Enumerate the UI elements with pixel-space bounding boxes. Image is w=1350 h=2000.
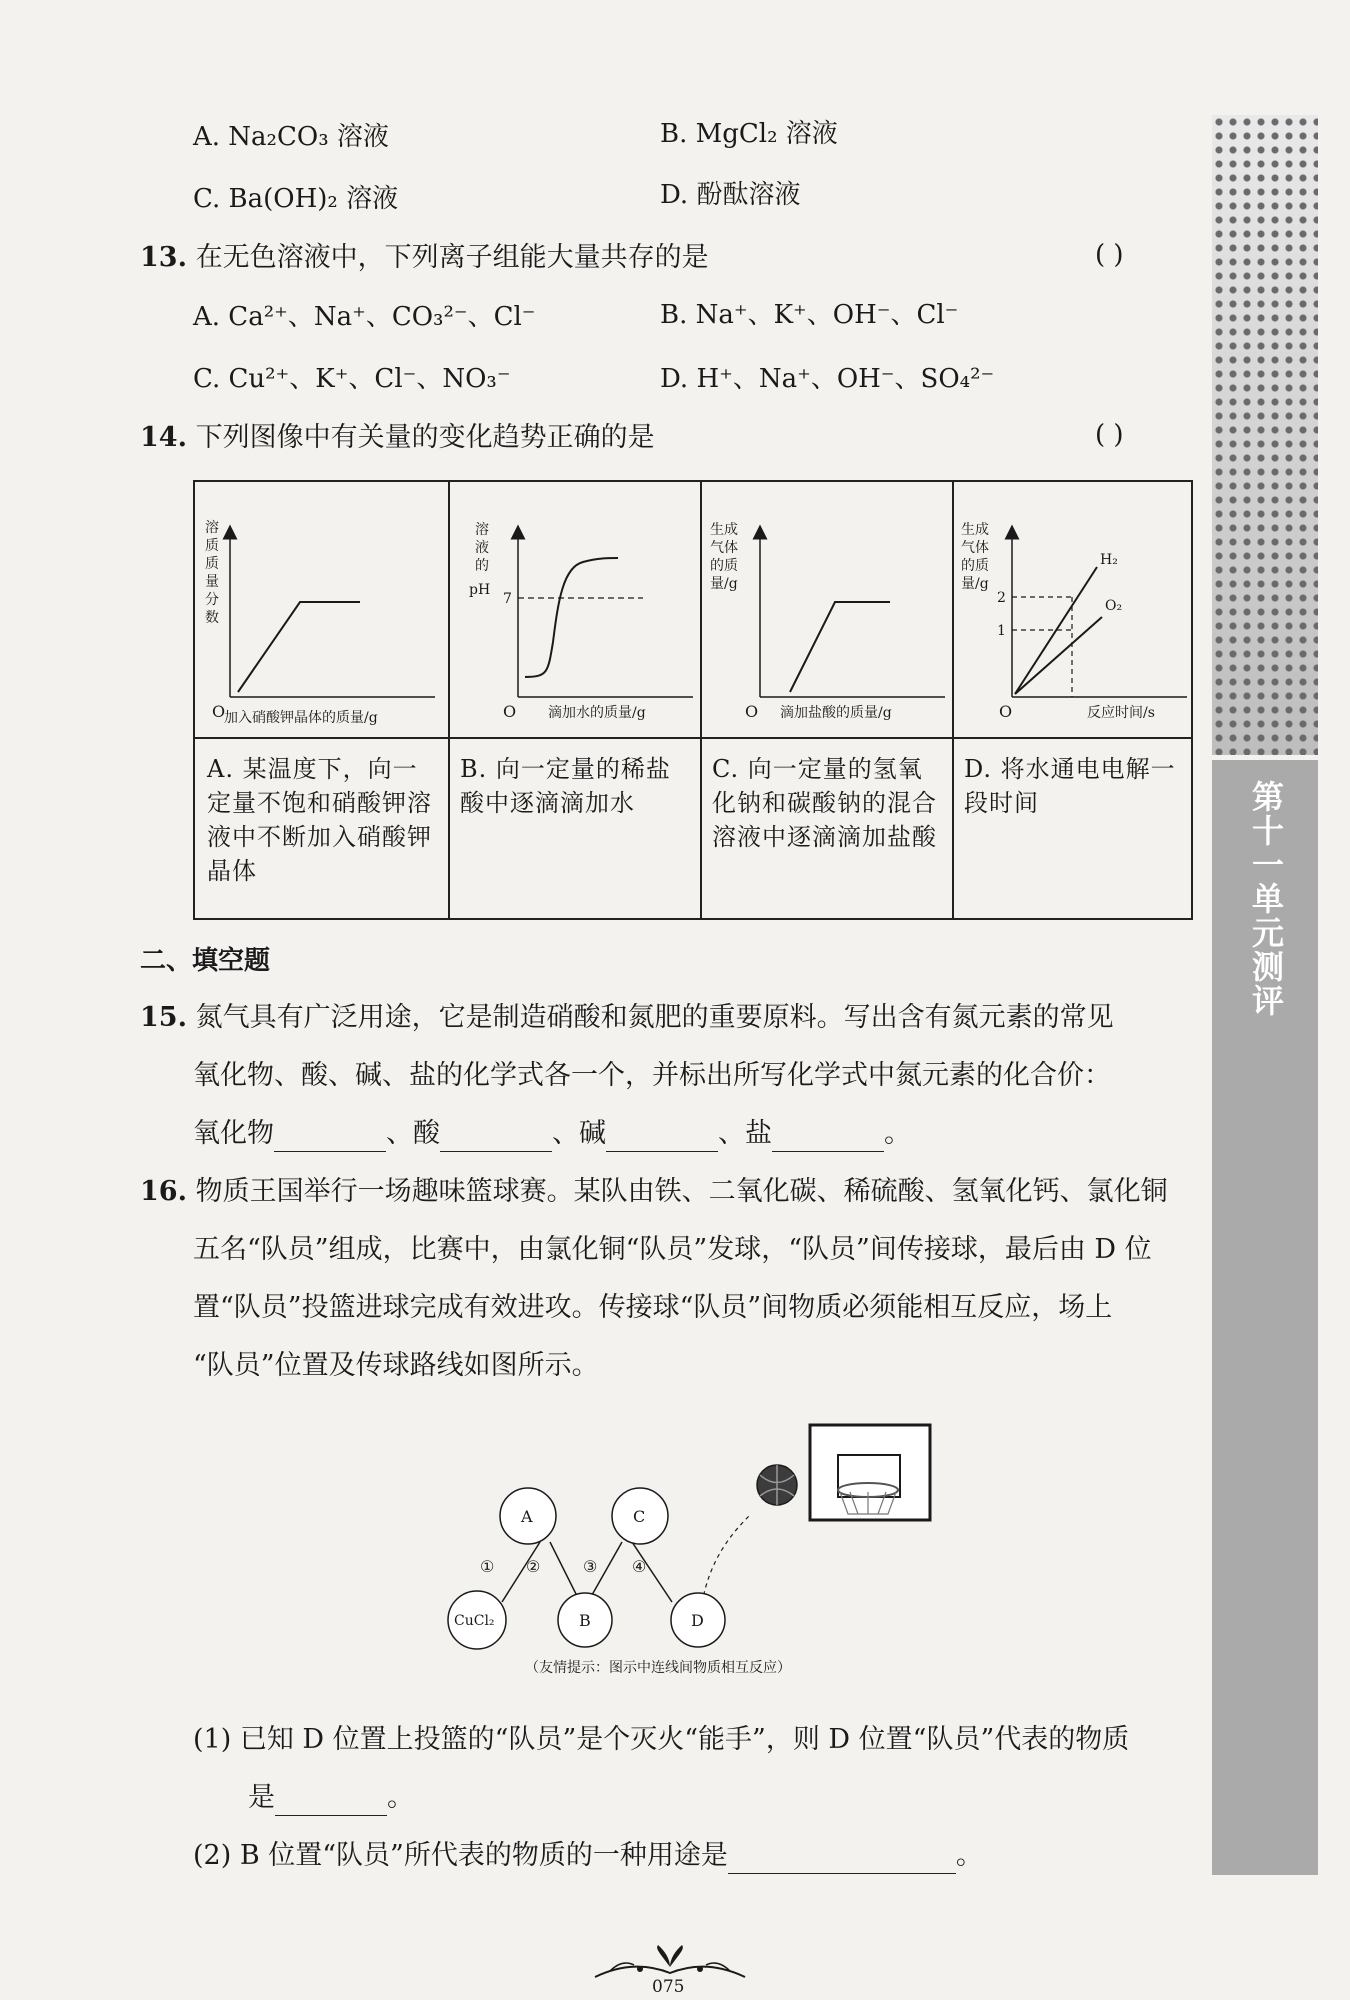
- graph-d-h2-label: H₂: [1100, 552, 1118, 568]
- graph-d-origin: O: [999, 702, 1013, 721]
- q16-sub2-suffix: 。: [955, 1840, 983, 1871]
- node-a-label: A: [521, 1507, 533, 1526]
- q13-stem-line: [140, 240, 709, 276]
- graph-d-h2-line: [1015, 567, 1097, 694]
- q16-line-4: “队员”位置及传球路线如图所示。: [193, 1350, 599, 1381]
- node-d-label: D: [691, 1611, 704, 1630]
- table-divider: [700, 482, 702, 918]
- q15-blank-acid[interactable]: [440, 1123, 552, 1152]
- q16-text-1: 物质王国举行一场趣味篮球赛。某队由铁、二氧化碳、稀硫酸、氢氧化钙、氯化铜: [195, 1176, 1168, 1207]
- graph-d-xlabel: 反应时间/s: [1087, 705, 1155, 721]
- q14-stem: 下列图像中有关量的变化趋势正确的是: [195, 422, 655, 453]
- q15-blank-base[interactable]: [606, 1123, 718, 1152]
- q14-stem-line: [140, 420, 655, 456]
- q12-option-b: B. MgCl₂ 溶液: [660, 119, 838, 149]
- edge-label-3: ③: [583, 1557, 598, 1576]
- graph-b-xlabel: 滴加水的质量/g: [548, 705, 646, 721]
- q12-option-c: C. Ba(OH)₂ 溶液: [193, 184, 399, 214]
- graph-a-ylabel: 溶 质 质 量 分 数: [205, 520, 219, 626]
- q15-line-1: [140, 1000, 1114, 1036]
- q16-sub1-blank[interactable]: [275, 1787, 387, 1816]
- q15-label-base: 、碱: [552, 1118, 606, 1149]
- edge-label-2: ②: [526, 1557, 541, 1576]
- graph-a-origin: O: [212, 702, 226, 721]
- edge-label-1: ①: [480, 1557, 495, 1576]
- graph-c-xlabel: 滴加盐酸的质量/g: [780, 705, 892, 721]
- side-tab-label: 第十一单元测评: [1247, 780, 1285, 1018]
- table-divider: [195, 737, 1191, 739]
- graph-c-origin: O: [745, 702, 759, 721]
- q16-line-1: [140, 1174, 1168, 1210]
- graph-d-ylabel: 生成 气体 的质 量/g: [961, 522, 989, 592]
- graph-b-curve: [525, 558, 618, 677]
- q14-number: 14.: [140, 422, 187, 453]
- graph-a-curve: [238, 602, 360, 692]
- basketball-icon: [757, 1465, 797, 1505]
- q15-label-acid: 、酸: [386, 1118, 440, 1149]
- q15-number: 15.: [140, 1002, 187, 1033]
- graph-b-origin: O: [503, 702, 517, 721]
- q13-answer-paren[interactable]: ( ): [1095, 240, 1124, 270]
- q12-option-d: D. 酚酞溶液: [660, 180, 801, 210]
- q16-line-2: 五名“队员”组成，比赛中，由氯化铜“队员”发球，“队员”间传接球，最后由 D 位: [193, 1234, 1152, 1265]
- graph-d-o2-label: O₂: [1105, 598, 1123, 614]
- q16-sub1-line-1: (1) 已知 D 位置上投篮的“队员”是个灭火“能手”，则 D 位置“队员”代表的物质: [193, 1724, 1130, 1755]
- q15-period: 。: [884, 1118, 911, 1149]
- q13-option-a: A. Ca²⁺、Na⁺、CO₃²⁻、Cl⁻: [193, 302, 536, 332]
- q15-label-salt: 、盐: [718, 1118, 772, 1149]
- q13-option-d: D. H⁺、Na⁺、OH⁻、SO₄²⁻: [660, 364, 995, 394]
- graph-c: [705, 492, 950, 732]
- q14-desc-c: C. 向一定量的氢氧化钠和碳酸钠的混合溶液中逐滴滴加盐酸: [712, 755, 937, 851]
- graph-d-tick-2: 2: [997, 590, 1006, 606]
- node-c-label: C: [633, 1507, 646, 1526]
- graph-b-ylabel: 溶 液 的 pH: [469, 522, 491, 598]
- q15-line-2: 氧化物、酸、碱、盐的化学式各一个，并标出所写化学式中氮元素的化合价：: [193, 1060, 1111, 1091]
- diagram-hint: （友情提示：图示中连线间物质相互反应）: [525, 1660, 791, 1676]
- graph-b: [453, 492, 698, 732]
- graph-a: [200, 492, 445, 732]
- basketball-diagram: [440, 1420, 960, 1680]
- q16-sub2-line: [193, 1838, 983, 1874]
- q16-line-3: 置“队员”投篮进球完成有效进攻。传接球“队员”间物质必须能相互反应，场上: [193, 1292, 1113, 1323]
- edge-line: [550, 1542, 580, 1602]
- q15-label-oxide: 氧化物: [193, 1118, 274, 1149]
- q16-sub1-prefix: 是: [248, 1782, 275, 1813]
- graph-d: [957, 492, 1192, 732]
- q15-blank-salt[interactable]: [772, 1123, 884, 1152]
- backboard-icon: [810, 1425, 930, 1520]
- section-heading-fill-in: 二、填空题: [140, 946, 271, 976]
- q13-option-b: B. Na⁺、K⁺、OH⁻、Cl⁻: [660, 300, 959, 330]
- graph-d-tick-1: 1: [997, 623, 1006, 639]
- q16-sub2-blank[interactable]: [728, 1845, 956, 1874]
- q16-number: 16.: [140, 1176, 187, 1207]
- q14-desc-a: A. 某温度下，向一定量不饱和硝酸钾溶液中不断加入硝酸钾晶体: [207, 755, 432, 885]
- q14-desc-d: D. 将水通电电解一段时间: [964, 755, 1176, 817]
- node-cucl2-label: CuCl₂: [454, 1613, 495, 1629]
- graph-d-o2-line: [1015, 617, 1102, 694]
- q16-sub1-suffix: 。: [387, 1782, 414, 1813]
- page-number: 075: [652, 1977, 685, 1995]
- shot-path: [702, 1515, 750, 1603]
- table-divider: [448, 482, 450, 918]
- q13-number: 13.: [140, 242, 187, 273]
- q15-text-1: 氮气具有广泛用途，它是制造硝酸和氮肥的重要原料。写出含有氮元素的常见: [195, 1002, 1114, 1033]
- node-b-label: B: [579, 1611, 591, 1630]
- graph-a-xlabel: 加入硝酸钾晶体的质量/g: [224, 710, 378, 726]
- q12-option-a: A. Na₂CO₃ 溶液: [193, 122, 389, 152]
- q13-option-c: C. Cu²⁺、K⁺、Cl⁻、NO₃⁻: [193, 364, 511, 394]
- table-divider: [952, 482, 954, 918]
- q14-desc-b: B. 向一定量的稀盐酸中逐滴滴加水: [460, 755, 671, 817]
- q16-sub1-line-2: [248, 1780, 414, 1816]
- graph-c-ylabel: 生成 气体 的质 量/g: [710, 522, 738, 592]
- edge-label-4: ④: [632, 1557, 647, 1576]
- q14-graph-table: [193, 480, 1193, 920]
- q13-stem: 在无色溶液中，下列离子组能大量共存的是: [195, 242, 709, 273]
- footer-ornament: [590, 1945, 750, 1995]
- graph-c-curve: [790, 602, 890, 692]
- q15-answer-line: [193, 1116, 911, 1152]
- q16-sub2-prefix: (2) B 位置“队员”所代表的物质的一种用途是: [193, 1840, 728, 1871]
- side-tab-pattern: [1212, 115, 1318, 755]
- floral-ornament-icon: [595, 1945, 745, 1977]
- q15-blank-oxide[interactable]: [274, 1123, 386, 1152]
- graph-b-tick-7: 7: [503, 591, 512, 607]
- q14-answer-paren[interactable]: ( ): [1095, 420, 1124, 450]
- unit-side-tab: [1212, 115, 1318, 1875]
